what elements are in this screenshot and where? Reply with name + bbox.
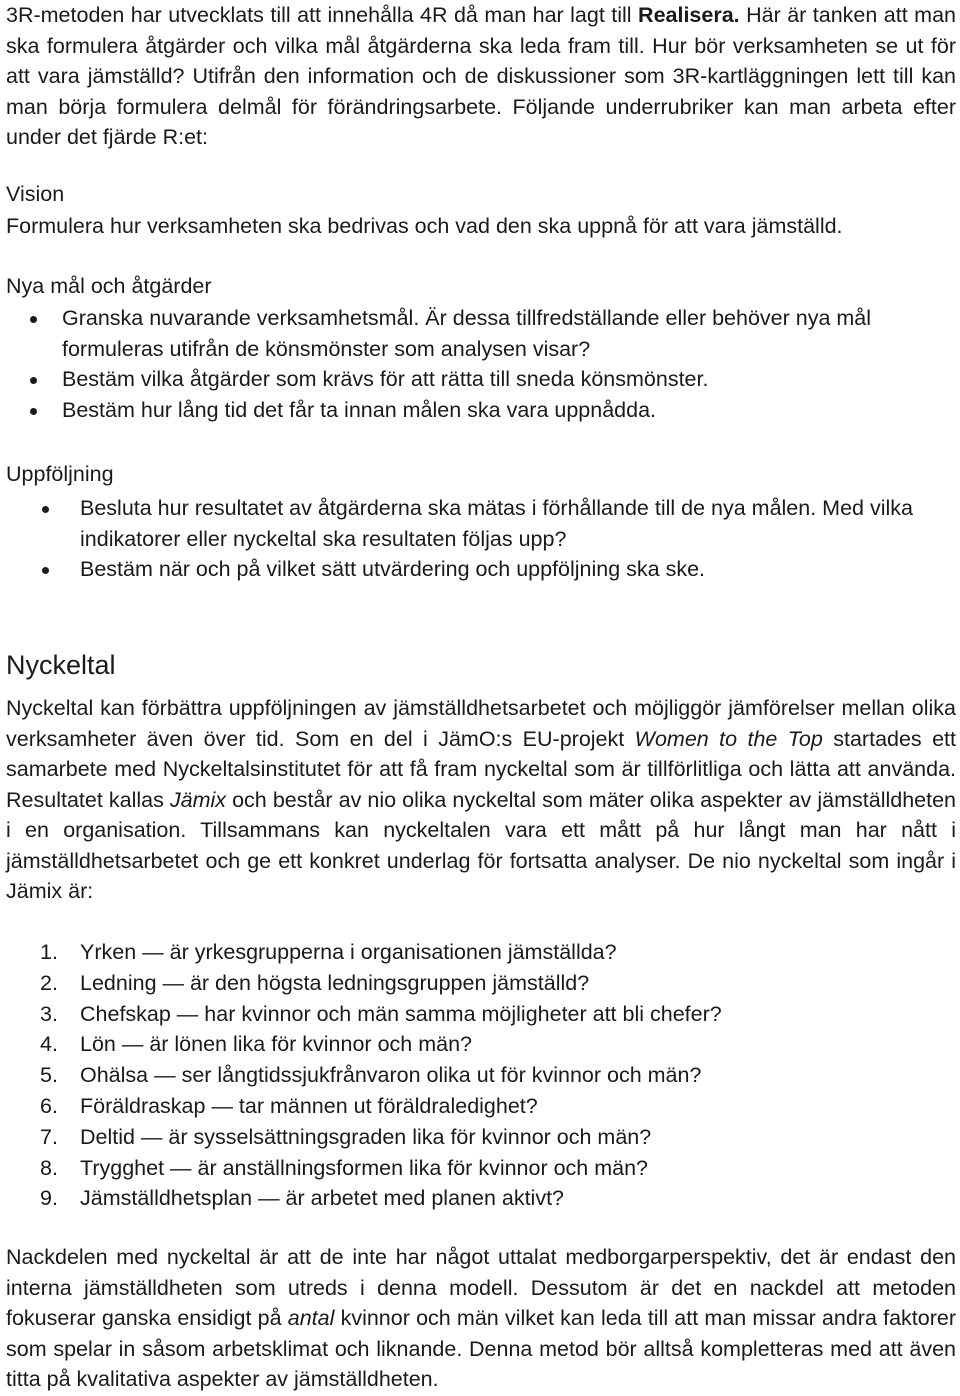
bullet-icon	[42, 567, 49, 574]
list-item-text: Trygghet — är anställningsformen lika för kvinnor och män?	[80, 1155, 649, 1180]
list-item-text: Ohälsa — ser långtidssjukfrånvaron olika ut för kvinnor och män?	[80, 1063, 702, 1088]
list-item-text: Bestäm när och på vilket sätt utvärdering och uppföljning ska ske.	[80, 557, 706, 581]
jamix-list	[6, 937, 956, 1214]
nya-mal-list	[6, 303, 956, 425]
bullet-icon	[30, 408, 37, 415]
intro-bold-realisera: Realisera.	[638, 3, 740, 27]
closing-italic: antal	[287, 1306, 335, 1330]
list-number: 1.	[40, 940, 58, 964]
list-number: 3.	[40, 1001, 58, 1026]
list-item	[6, 999, 956, 1030]
nya-mal-heading: Nya mål och åtgärder	[6, 274, 212, 298]
list-item-text: Ledning — är den högsta ledningsgruppen jämställd?	[80, 970, 590, 995]
nyckeltal-text-2: startades ett samarbete med Nyckeltalsinstitutet för att få fram nyckeltal som är tillförlitliga och lätta att använda. Resultatet kallas	[6, 726, 956, 812]
list-number: 5.	[40, 1063, 58, 1088]
section-nya-mal	[6, 271, 956, 425]
list-number: 2.	[40, 970, 58, 995]
section-uppfoljning	[6, 459, 956, 585]
list-number: 9.	[40, 1186, 58, 1211]
nyckeltal-text-1: Nyckeltal kan förbättra uppföljningen av jämställdhetsarbetet och möjliggör jämförelser mellan olika verksamheter även över tid. Som en del i JämO:s EU-projekt	[6, 696, 956, 751]
list-item	[6, 364, 956, 395]
uppfoljning-heading: Uppföljning	[6, 462, 114, 486]
list-number: 8.	[40, 1155, 58, 1180]
list-item	[6, 1183, 956, 1214]
list-item-text: Deltid — är sysselsättningsgraden lika för kvinnor och män?	[80, 1124, 652, 1149]
list-number: 7.	[40, 1124, 58, 1149]
closing-text-1: Nackdelen med nyckeltal är att de inte har något uttalat medborgarperspektiv, det är endast den interna jämställdheten som utreds i denna modell. Dessutom är det en nackdel att metoden fokuserar ganska ensidigt på	[6, 1245, 956, 1330]
list-item	[6, 1060, 956, 1091]
list-item-text: Lön — är lönen lika för kvinnor och män?	[80, 1032, 472, 1057]
list-item	[6, 493, 956, 554]
list-item-text: Bestäm hur lång tid det får ta innan målen ska vara uppnådda.	[62, 397, 657, 422]
vision-heading: Vision	[6, 182, 65, 206]
list-number: 4.	[40, 1032, 58, 1057]
intro-paragraph	[6, 0, 956, 153]
intro-text-2: Här är tanken att man ska formulera åtgärder och vilka mål åtgärderna ska leda fram till. Hur bör verksamheten se ut för att vara jämställd? Utifrån den information och de diskussioner som 3R-kartläggningen lett till kan man börja formulera delmål för förändringsarbete. Följande underrubriker kan man arbeta efter under det fjärde R:et:	[6, 3, 956, 149]
list-item-text: Granska nuvarande verksamhetsmål. Är dessa tillfredställande eller behöver nya mål formuleras utifrån de könsmönster som analysen visar?	[62, 306, 872, 361]
list-item	[6, 937, 956, 968]
vision-text: Formulera hur verksamheten ska bedrivas och vad den ska uppnå för att vara jämställd.	[6, 214, 843, 238]
nyckeltal-italic-2: Jämix	[169, 787, 227, 812]
list-item-text: Jämställdhetsplan — är arbetet med planen aktivt?	[80, 1186, 565, 1211]
list-item	[6, 968, 956, 999]
list-item	[6, 303, 956, 364]
nyckeltal-italic-1: Women to the Top	[634, 726, 823, 751]
nyckeltal-text-3: och består av nio olika nyckeltal som mäter olika aspekter av jämställdheten i en organisation. Tillsammans kan nyckeltalen vara ett mått på hur långt man har nått i jämställdhetsarbetet och ge ett konkret underlag för fortsatta analyser. De nio nyckeltal som ingår i Jämix är:	[6, 787, 957, 903]
bullet-icon	[30, 377, 37, 384]
list-item	[6, 1153, 956, 1184]
closing-paragraph	[6, 1242, 956, 1395]
list-item	[6, 1029, 956, 1060]
nyckeltal-paragraph	[6, 693, 956, 907]
list-number: 6.	[40, 1093, 58, 1118]
intro-text-1: 3R-metoden har utvecklats till att innehålla 4R då man har lagt till	[6, 3, 639, 27]
bullet-icon	[42, 506, 49, 513]
list-item-text: Besluta hur resultatet av åtgärderna ska mätas i förhållande till de nya målen. Med vilka indikatorer eller nyckeltal ska resultaten följas upp?	[80, 496, 913, 551]
list-item	[6, 395, 956, 426]
list-item	[6, 1091, 956, 1122]
closing-text-2: kvinnor och män vilket kan leda till att man missar andra faktorer som spelar in såsom arbetsklimat och liknande. Denna metod bör alltså kompletteras med att även titta på kvalitativa aspekter av jämställdheten.	[6, 1306, 956, 1391]
bullet-icon	[30, 316, 37, 323]
list-item	[6, 554, 956, 585]
list-item-text: Yrken — är yrkesgrupperna i organisationen jämställda?	[80, 940, 617, 964]
list-item-text: Chefskap — har kvinnor och män samma möjligheter att bli chefer?	[80, 1001, 722, 1026]
nyckeltal-heading: Nyckeltal	[6, 650, 116, 680]
section-vision	[6, 179, 956, 242]
list-item-text: Föräldraskap — tar männen ut föräldraledighet?	[80, 1093, 538, 1118]
list-item-text: Bestäm vilka åtgärder som krävs för att rätta till sneda könsmönster.	[62, 367, 709, 391]
uppfoljning-list	[6, 493, 956, 585]
list-item	[6, 1122, 956, 1153]
